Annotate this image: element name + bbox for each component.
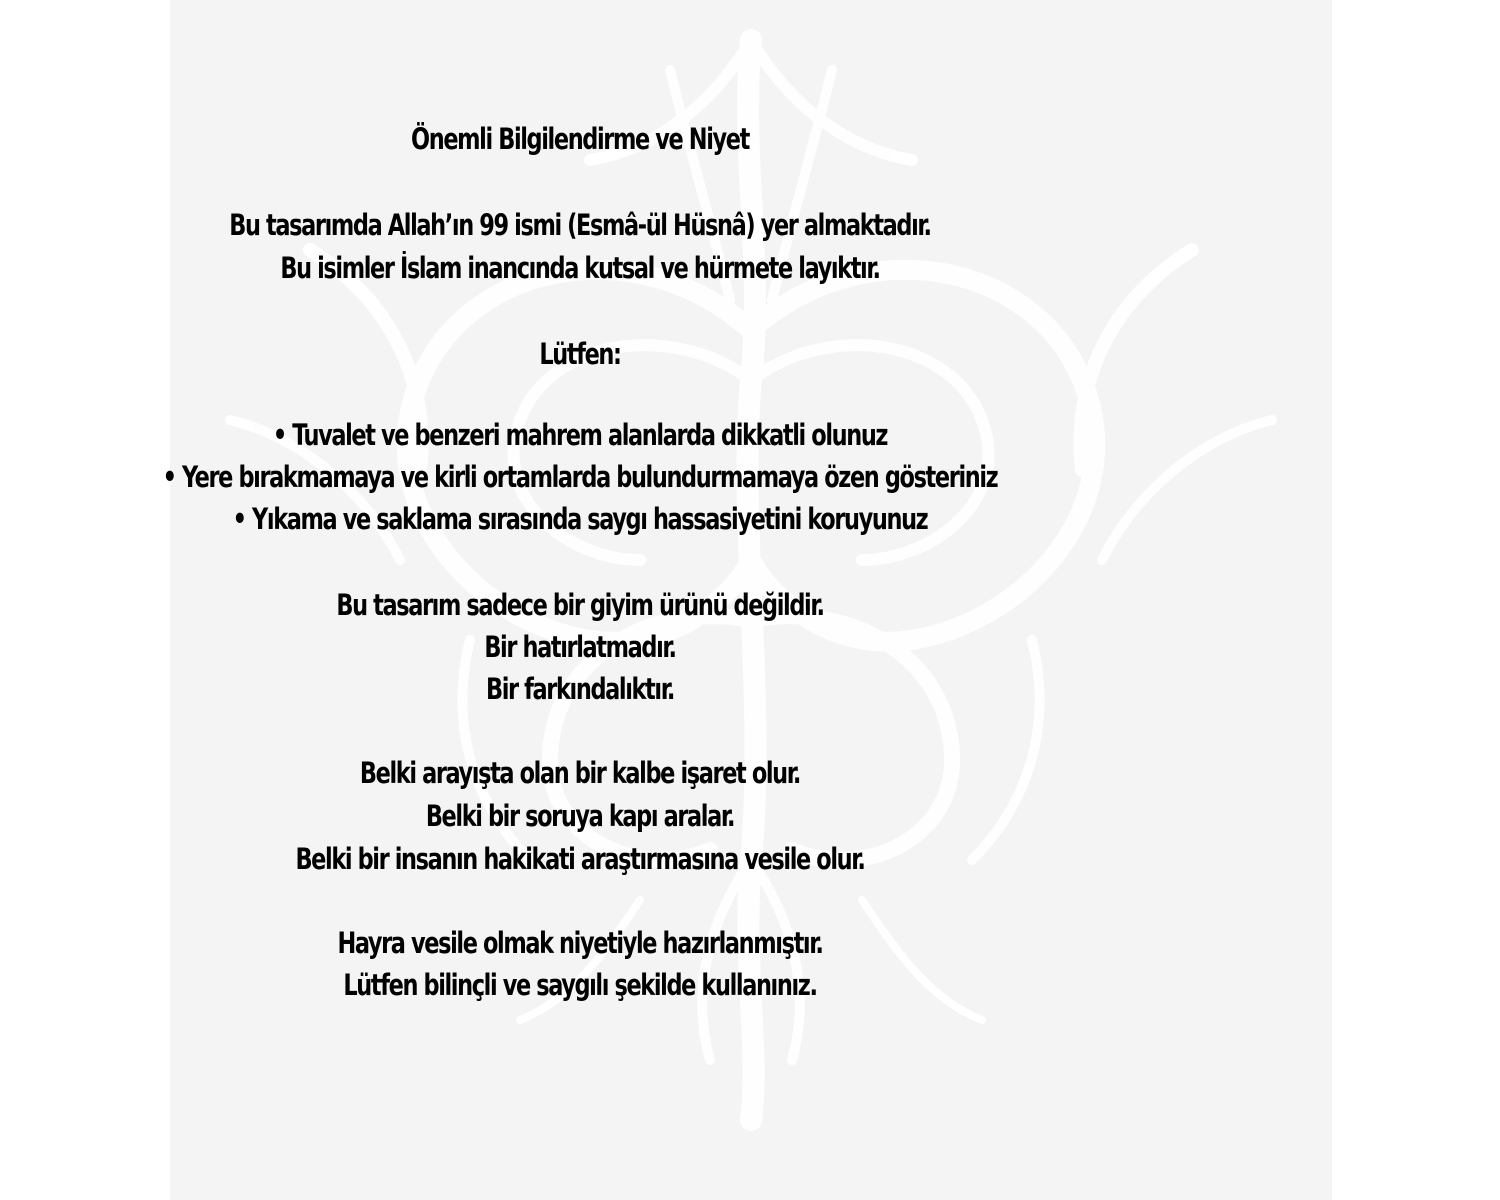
reminder-line-2: Bir hatırlatmadır. [484,630,676,664]
intro-line-1: Bu tasarımda Allah’ın 99 ismi (Esmâ-ül Hüsnâ) yer almaktadır. [229,208,931,242]
please-label: Lütfen: [539,337,621,371]
intro-line-2: Bu isimler İslam inancında kutsal ve hürmete layıktır. [280,251,880,285]
reminder-line-3: Bir farkındalıktır. [486,672,674,706]
closing-line-1: Hayra vesile olmak niyetiyle hazırlanmıştır. [337,926,823,960]
bullet-1: • Tuvalet ve benzeri mahrem alanlarda dikkatli olunuz [272,418,888,452]
hope-line-1: Belki arayışta olan bir kalbe işaret olur. [359,756,801,790]
reminder-line-1: Bu tasarım sadece bir giyim ürünü değildir. [336,588,824,622]
closing-line-2: Lütfen bilinçli ve saygılı şekilde kullanınız. [343,968,817,1002]
hope-line-3: Belki bir insanın hakikati araştırmasına vesile olur. [295,842,865,876]
bullet-2: • Yere bırakmamaya ve kirli ortamlarda bulundurmamaya özen gösteriniz [162,460,998,494]
hope-line-2: Belki bir soruya kapı aralar. [425,799,735,833]
bullet-3: • Yıkama ve saklama sırasında saygı hassasiyetini koruyunuz [232,502,928,536]
notice-title: Önemli Bilgilendirme ve Niyet [411,122,749,156]
